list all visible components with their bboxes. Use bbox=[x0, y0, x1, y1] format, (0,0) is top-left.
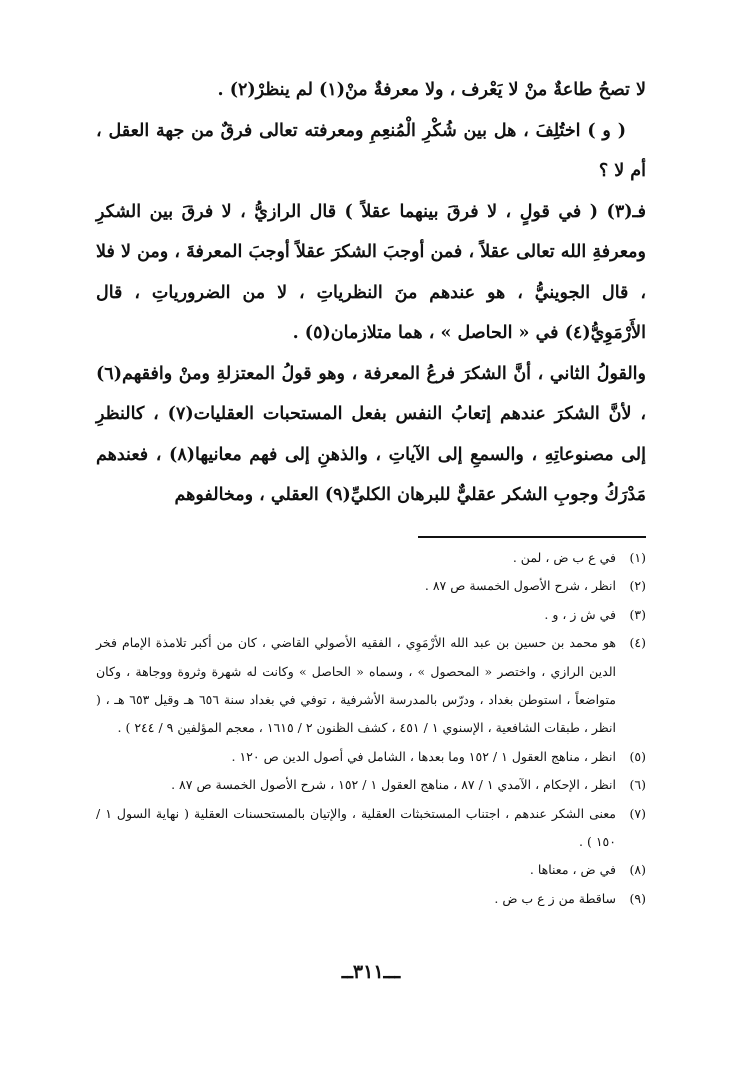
footnote-number: (٩) bbox=[629, 890, 646, 906]
footnote-number: (٤) bbox=[629, 635, 646, 651]
document-page bbox=[96, 70, 646, 1060]
footnote-text: معنى الشكر عندهم ، اجتناب المستخبثات العقلية ، والإتيان بالمستحسنات العقلية ( نهاية السول ١ / ١٥٠ ) . bbox=[96, 805, 616, 850]
footnote-number: (٨) bbox=[629, 862, 646, 878]
footnote bbox=[96, 743, 646, 771]
footnote-divider bbox=[418, 536, 646, 538]
footnote-text: ساقطة من ز ع ب ض . bbox=[494, 890, 616, 906]
footnote-text: انظر ، الإحكام ، الآمدي ١ / ٨٧ ، مناهج العقول ١ / ١٥٢ ، شرح الأصول الخمسة ص ٨٧ . bbox=[171, 777, 616, 793]
footnote bbox=[96, 544, 646, 572]
footnote-number: (٧) bbox=[629, 805, 646, 821]
footnote bbox=[96, 856, 646, 884]
page-number: ـــ٣١١ــ bbox=[341, 961, 401, 983]
footnote bbox=[96, 629, 646, 743]
footnote-text: في ض ، معناها . bbox=[529, 862, 616, 878]
footnote-text: في ع ب ض ، لمن . bbox=[512, 550, 616, 565]
footnote-text: هو محمد بن حسين بن عبد الله الأرْمَوِي ، الفقيه الأصولي القاضي ، كان من أكبر تلامذة الإمام فخر الدين الرازي ، واختصر « المحصول » ، وسماه « الحاصل » وكانت له شهرة وثروة ووجاهة ، وكان متواضعاً ، استوطن بغداد ، ودرّس بالمدرسة الأشرفية ، توفي في بغداد سنة ٦٥٦ هـ وقيل ٦٥٣ هـ ، ( انظر ، طبقات الشافعية ، الإسنوي ١ / ٤٥١ ، كشف الظنون ٢ / ١٦١٥ ، معجم المؤلفين ٩ / ٢٤٤ ) . bbox=[96, 635, 616, 736]
main-text bbox=[96, 70, 646, 516]
footnote-number: (٣) bbox=[629, 606, 646, 622]
footnote-number: (٦) bbox=[629, 777, 646, 793]
footnote bbox=[96, 800, 646, 857]
footnote-text: انظر ، مناهج العقول ١ / ١٥٢ وما بعدها ، الشامل في أصول الدين ص ١٢٠ . bbox=[231, 748, 616, 764]
footnote-number: (٢) bbox=[629, 578, 646, 594]
main-paragraph-4: والقولُ الثاني ، أنَّ الشكرَ فرعُ المعرفة ، وهو قولُ المعتزلةِ ومنْ وافقهم(٦) ، لأنَّ الشكرَ عندهم إتعابُ النفس بفعل المستحبات العقليات(٧) ، كالنظرِ إلى مصنوعاتِهِ ، والسمعِ إلى الآياتِ ، والذهنِ إلى فهم معانيها(٨) ، فعندهم مَدْرَكُ وجوبِ الشكر عقليٌّ للبرهان الكليِّ(٩) العقلي ، ومخالفوهم bbox=[96, 363, 647, 505]
footnote-number: (٥) bbox=[629, 748, 646, 764]
footnotes bbox=[96, 544, 646, 913]
main-paragraph-3: فـ(٣) ( في قولٍ ، لا فرقَ بينهما عقلاً ) قال الرازيُّ ، لا فرقَ بين الشكرِ ومعرفةِ الله تعالى عقلاً ، فمن أوجبَ الشكرَ عقلاً أوجبَ المعرفةَ ، ومن لا فلا ، قال الجوينيُّ ، هو عندهم منَ النظرياتِ ، لا من الضرورياتِ ، قال الأَرْمَوِيُّ(٤) في « الحاصل » ، هما متلازمان(٥) . bbox=[96, 201, 646, 343]
footnote-text: انظر ، شرح الأصول الخمسة ص ٨٧ . bbox=[424, 578, 616, 594]
main-paragraph-1: لا تصحُ طاعةٌ منْ لا يَعْرف ، ولا معرفةٌ منْ(١) لم ينظرْ(٢) . bbox=[217, 80, 646, 100]
main-paragraph-2: ( و ) اختُلِفَ ، هل بين شُكْرِ الْمُنعِمِ ومعرفته تعالى فرقٌ من جهة العقل ، أم لا ؟ bbox=[96, 120, 646, 181]
footnote bbox=[96, 572, 646, 600]
footnote-number: (١) bbox=[629, 550, 646, 565]
footnote bbox=[96, 885, 646, 913]
footnote bbox=[96, 601, 646, 629]
footnote-text: في ش ز ، و . bbox=[544, 606, 616, 622]
footnote bbox=[96, 771, 646, 799]
